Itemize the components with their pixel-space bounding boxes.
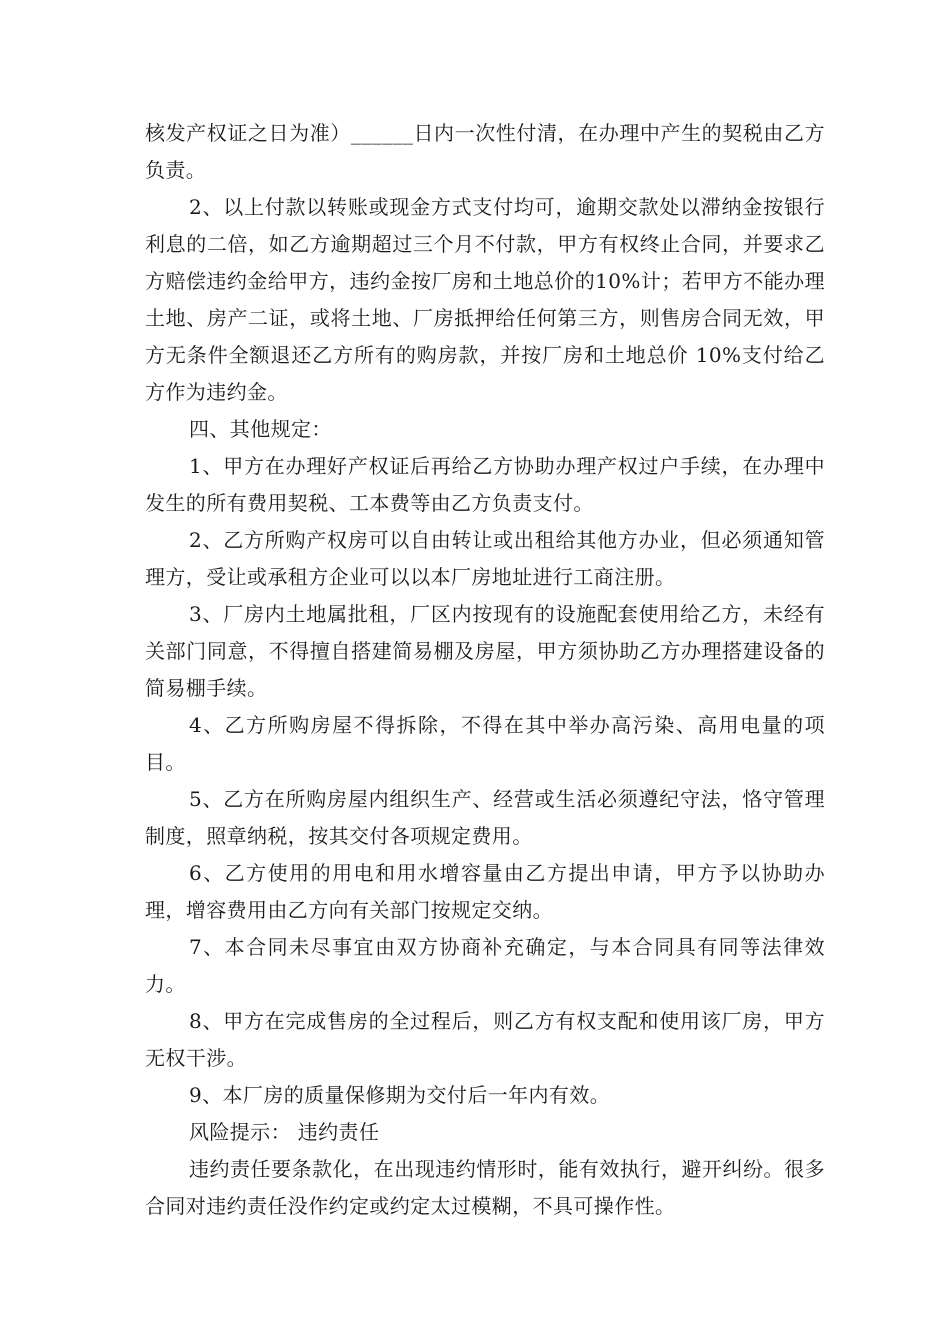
paragraph-provision-6: 6、乙方使用的用电和用水增容量由乙方提出申请，甲方予以协助办理，增容费用由乙方向有关部门按规定交纳。 <box>145 861 825 922</box>
paragraph-payment-clause-2: 2、以上付款以转账或现金方式支付均可，逾期交款处以滞纳金按银行利息的二倍，如乙方逾期超过三个月不付款，甲方有权终止合同，并要求乙方赔偿违约金给甲方，违约金按厂房和土地总价的10%计；若甲方不能办理土地、房产二证，或将土地、厂房抵押给任何第三方，则售房合同无效，甲方无条件全额退还乙方所有的购房款，并按厂房和土地总价 10%支付给乙方作为违约金。 <box>145 195 825 404</box>
paragraph-provision-1: 1、甲方在办理好产权证后再给乙方协助办理产权过户手续，在办理中发生的所有费用契税、工本费等由乙方负责支付。 <box>145 454 825 515</box>
document-body <box>145 115 825 1225</box>
paragraph-provision-8: 8、甲方在完成售房的全过程后，则乙方有权支配和使用该厂房，甲方无权干涉。 <box>145 1009 825 1070</box>
risk-tip-heading: 风险提示： 违约责任 <box>189 1120 380 1144</box>
paragraph-provision-5: 5、乙方在所购房屋内组织生产、经营或生活必须遵纪守法，恪守管理制度，照章纳税，按其交付各项规定费用。 <box>145 787 825 848</box>
paragraph-risk-tip-body: 违约责任要条款化，在出现违约情形时，能有效执行，避开纠纷。很多合同对违约责任没作约定或约定太过模糊，不具可操作性。 <box>145 1157 825 1218</box>
paragraph-provision-4: 4、乙方所购房屋不得拆除，不得在其中举办高污染、高用电量的项目。 <box>145 713 825 774</box>
paragraph-provision-7: 7、本合同未尽事宜由双方协商补充确定，与本合同具有同等法律效力。 <box>145 935 825 996</box>
paragraph-provision-9: 9、本厂房的质量保修期为交付后一年内有效。 <box>189 1083 611 1107</box>
paragraph-payment-continuation: 核发产权证之日为准）______日内一次性付清，在办理中产生的契税由乙方负责。 <box>145 121 825 182</box>
paragraph-provision-3: 3、厂房内土地属批租，厂区内按现有的设施配套使用给乙方，未经有关部门同意，不得擅自搭建简易棚及房屋，甲方须协助乙方办理搭建设备的简易棚手续。 <box>145 602 825 700</box>
paragraph-provision-2: 2、乙方所购产权房可以自由转让或出租给其他方办业，但必须通知管理方，受让或承租方企业可以以本厂房地址进行工商注册。 <box>145 528 825 589</box>
section-heading-other-provisions: 四、其他规定： <box>189 417 332 441</box>
